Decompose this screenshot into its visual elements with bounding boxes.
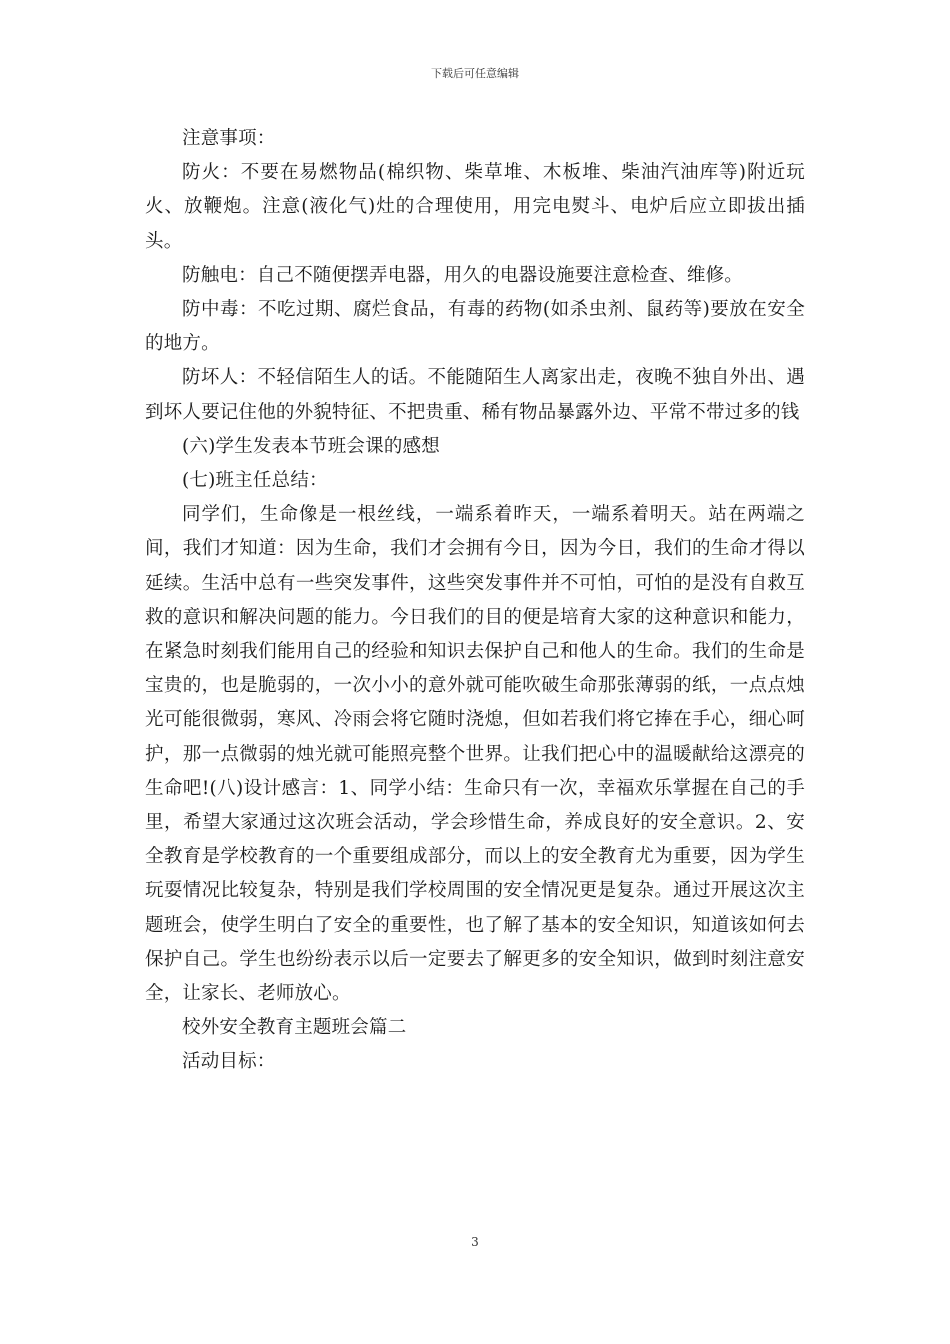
paragraph-teacher-summary: 同学们，生命像是一根丝线，一端系着昨天，一端系着明天。站在两端之间，我们才知道：因为生命，我们才会拥有今日，因为今日，我们的生命才得以延续。生活中总有一些突发事件，这些突发事件并不可怕，可怕的是没有自救互救的意识和解决问题的能力。今日我们的目的便是培育大家的这种意识和能力，在紧急时刻我们能用自己的经验和知识去保护自己和他人的生命。我们的生命是宝贵的，也是脆弱的，一次小小的意外就可能吹破生命那张薄弱的纸，一点点烛光可能很微弱，寒风、冷雨会将它随时浇熄，但如若我们将它捧在手心，细心呵护，那一点微弱的烛光就可能照亮整个世界。让我们把心中的温暖献给这漂亮的生命吧!(八)设计感言：1、同学小结：生命只有一次，幸福欢乐掌握在自己的手里，希望大家通过这次班会活动，学会珍惜生命，养成良好的安全意识。2、安全教育是学校教育的一个重要组成部分，而以上的安全教育尤为重要，因为学生玩耍情况比较复杂，特别是我们学校周围的安全情况更是复杂。通过开展这次主题班会，使学生明白了安全的重要性，也了解了基本的安全知识，知道该如何去保护自己。学生也纷纷表示以后一定要去了解更多的安全知识，做到时刻注意安全，让家长、老师放心。 [145,504,805,1005]
paragraph-student-reflections: (六)学生发表本节班会课的感想 [182,435,440,457]
paragraph-poison-safety: 防中毒：不吃过期、腐烂食品，有毒的药物(如杀虫剂、鼠药等)要放在安全的地方。 [145,299,805,355]
paragraph-teacher-summary-heading: (七)班主任总结： [182,470,328,492]
paragraph-electric-safety: 防触电：自己不随便摆弄电器，用久的电器设施要注意检查、维修。 [182,264,744,286]
paragraph-activity-goals: 活动目标： [182,1051,276,1073]
paragraph-notes-heading: 注意事项： [182,128,276,149]
page-number: 3 [471,1235,479,1249]
paragraph-fire-safety: 防火：不要在易燃物品(棉织物、柴草堆、木板堆、柴油汽油库等)附近玩火、放鞭炮。注意(液化气)灶的合理使用，用完电熨斗、电炉后应立即拔出插头。 [145,162,805,252]
paragraph-stranger-safety: 防坏人：不轻信陌生人的话。不能随陌生人离家出走，夜晚不独自外出、遇到坏人要记住他的外貌特征、不把贵重、稀有物品暴露外边、平常不带过多的钱 [145,367,805,423]
document-body [145,122,805,1080]
paragraph-section-two-title: 校外安全教育主题班会篇二 [182,1017,407,1039]
page-header: 下载后可任意编辑 [431,67,519,80]
